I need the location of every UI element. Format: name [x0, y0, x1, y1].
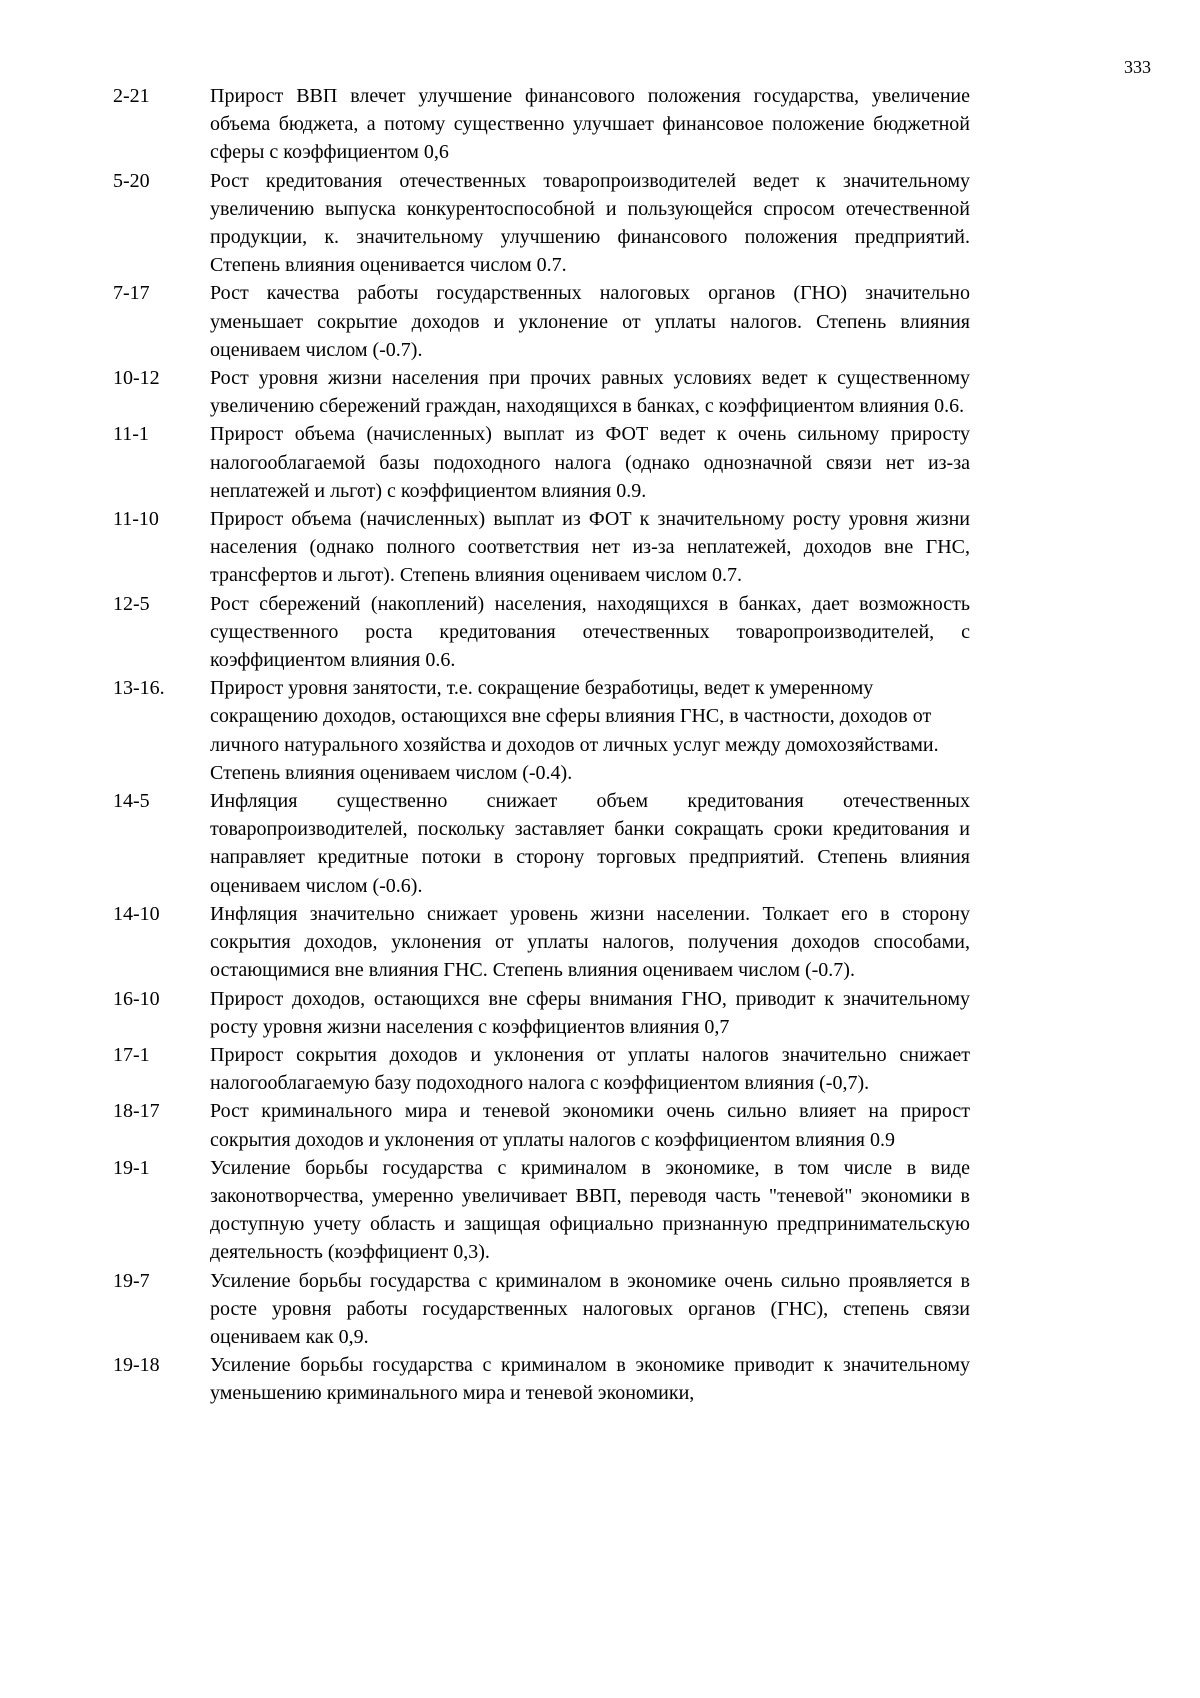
entry-code: 18-17 — [113, 1100, 160, 1123]
entry-code: 11-1 — [113, 423, 149, 446]
entry-text: Усиление борьбы государства с криминалом в экономике приводит к значительному уменьшению криминального мира и теневой экономики, — [210, 1354, 970, 1405]
entry-code: 14-10 — [113, 902, 160, 925]
entry-code: 7-17 — [113, 282, 150, 305]
list-item — [113, 900, 970, 985]
list-item — [113, 1351, 970, 1407]
list-item — [113, 279, 970, 364]
entry-text: Рост кредитования отечественных товаропроизводителей ведет к значительному увеличению выпуска конкурентоспособной и пользующейся спросом отечественной продукции, к. значительному улучшению финансового положения предприятий. Степень влияния оценивается числом 0.7. — [210, 169, 970, 277]
entry-code: 19-7 — [113, 1269, 150, 1292]
entry-code: 11-10 — [113, 508, 159, 531]
entry-text: Прирост сокрытия доходов и уклонения от уплаты налогов значительно снижает налогооблагаемую базу подоходного налога с коэффициентом влияния (-0,7). — [210, 1043, 970, 1095]
entry-code: 17-1 — [113, 1043, 150, 1066]
entry-text: Рост сбережений (накоплений) населения, находящихся в банках, дает возможность существенного роста кредитования отечественных товаропроизводителей, с коэффициентом влияния 0.6. — [210, 592, 970, 672]
list-item — [113, 1154, 970, 1267]
entry-code: 12-5 — [113, 592, 150, 615]
entry-text: Усиление борьбы государства с криминалом в экономике очень сильно проявляется в росте уровня работы государственных налоговых органов (ГНС), степень связи оцениваем как 0,9. — [210, 1269, 970, 1348]
list-item — [113, 82, 970, 167]
entry-code: 14-5 — [113, 790, 150, 813]
entry-code: 5-20 — [113, 169, 150, 192]
entry-code: 19-18 — [113, 1354, 160, 1377]
entry-text: Прирост ВВП влечет улучшение финансового положения государства, увеличение объема бюджета, а потому существенно улучшает финансовое положение бюджетной сферы с коэффициентом 0,6 — [210, 85, 970, 164]
list-item — [113, 167, 970, 280]
list-item — [113, 674, 970, 787]
list-item — [113, 420, 970, 505]
entry-code: 16-10 — [113, 987, 160, 1010]
entry-text: Рост качества работы государственных налоговых органов (ГНО) значительно уменьшает сокрытие доходов и уклонение от уплаты налогов. Степень влияния оцениваем числом (-0.7). — [210, 282, 970, 361]
entry-list — [113, 82, 970, 1408]
list-item — [113, 985, 970, 1041]
list-item — [113, 1267, 970, 1352]
entry-text: Прирост объема (начисленных) выплат из ФОТ к значительному росту уровня жизни населения (однако полного соответствия нет из-за неплатежей, доходов вне ГНС, трансфертов и льгот). Степень влияния оцениваем числом 0.7. — [210, 508, 970, 587]
page-number: 333 — [1124, 57, 1151, 77]
entry-code: 10-12 — [113, 367, 160, 390]
entry-text: Прирост доходов, остающихся вне сферы внимания ГНО, приводит к значительному росту уровня жизни населения с коэффициентов влияния 0,7 — [210, 987, 970, 1038]
list-item — [113, 1041, 970, 1097]
entry-code: 19-1 — [113, 1156, 150, 1179]
list-item — [113, 505, 970, 590]
entry-text: Рост уровня жизни населения при прочих равных условиях ведет к существенному увеличению сбережений граждан, находящихся в банках, с коэффициентом влияния 0.6. — [210, 367, 970, 418]
list-item — [113, 787, 970, 900]
entry-text: Прирост объема (начисленных) выплат из ФОТ ведет к очень сильному приросту налогооблагаемой базы подоходного налога (однако однозначной связи нет из-за неплатежей и льгот) с коэффициентом влияния 0.9. — [210, 423, 970, 502]
entry-text: Инфляция значительно снижает уровень жизни населении. Толкает его в сторону сокрытия доходов, уклонения от уплаты налогов, получения доходов способами, остающимися вне влияния ГНС. Степень влияния оцениваем числом (-0.7). — [210, 902, 970, 982]
entry-code: 2-21 — [113, 85, 150, 107]
entry-text: Инфляция существенно снижает объем кредитования отечественных товаропроизводителей, поскольку заставляет банки сокращать сроки кредитования и направляет кредитные потоки в сторону торговых предприятий. Степень влияния оцениваем числом (-0.6). — [210, 790, 970, 897]
list-item — [113, 364, 970, 420]
entry-text: Прирост уровня занятости, т.е. сокращение безработицы, ведет к умеренному сокращению доходов, остающихся вне сферы влияния ГНС, в частности, доходов от личного натурального хозяйства и доходов от личных услуг между домохозяйствами. Степень влияния оцениваем числом (-0.4). — [210, 677, 939, 784]
list-item — [113, 590, 970, 675]
entry-code: 13-16. — [113, 677, 165, 700]
entry-text: Рост криминального мира и теневой экономики очень сильно влияет на прирост сокрытия доходов и уклонения от уплаты налогов с коэффициентом влияния 0.9 — [210, 1100, 970, 1151]
list-item — [113, 1097, 970, 1153]
entry-text: Усиление борьбы государства с криминалом в экономике, в том числе в виде законотворчества, умеренно увеличивает ВВП, переводя часть "теневой" экономики в доступную учету область и защищая официально признанную предпринимательскую деятельность (коэффициент 0,3). — [210, 1156, 970, 1264]
